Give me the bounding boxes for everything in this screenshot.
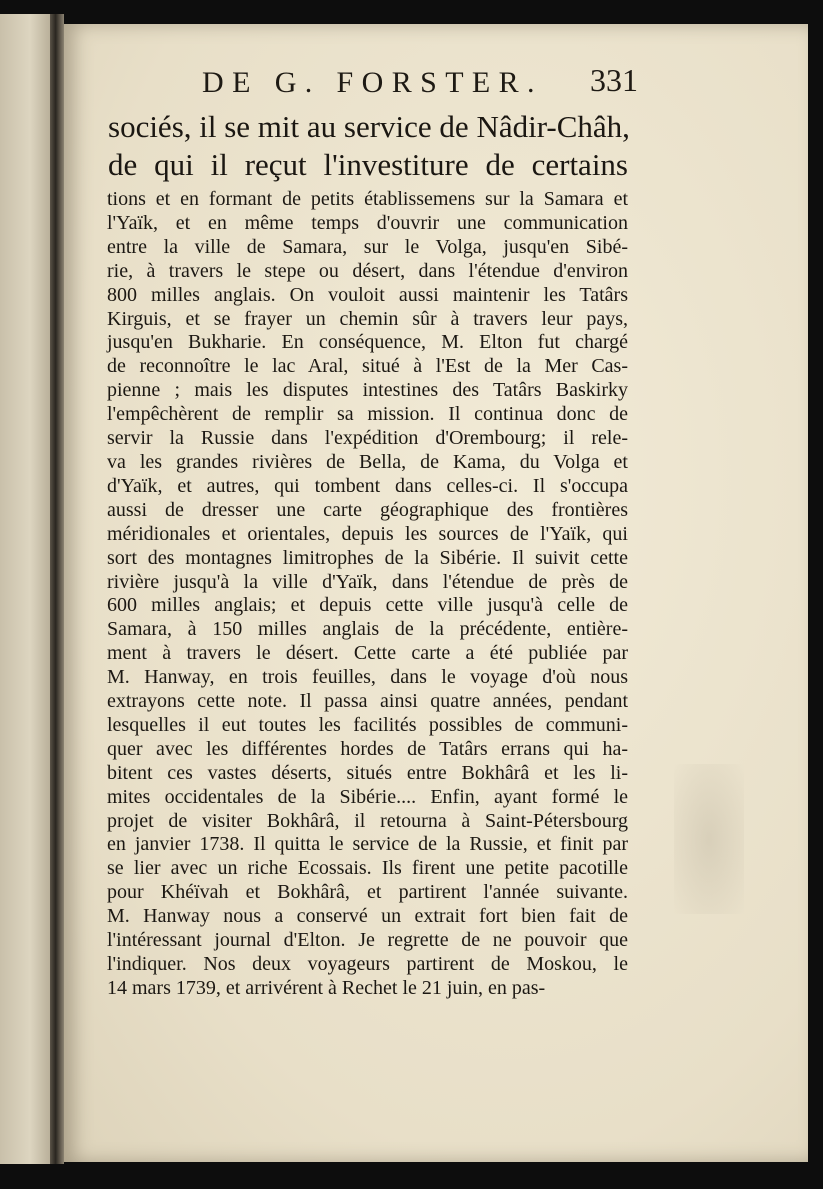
body-line: servir la Russie dans l'expédition d'Orembourg; il rele- [107,427,628,450]
body-line: de reconnoître le lac Aral, situé à l'Est de la Mer Cas- [107,355,628,378]
body-line: ment à travers le désert. Cette carte a été publiée par [107,642,628,665]
body-line: bitent ces vastes déserts, situés entre Bokhârâ et les li- [107,761,628,784]
body-line: sort des montagnes limitrophes de la Sibérie. Il suivit cette [107,546,628,569]
body-line: jusqu'en Bukharie. En conséquence, M. Elton fut chargé [107,331,628,354]
body-line: aussi de dresser une carte géographique des frontières [107,498,628,521]
body-line: méridionales et orientales, depuis les sources de l'Yaïk, qui [107,522,628,545]
body-line: 14 mars 1739, et arrivérent à Rechet le 21 juin, en pas- [107,976,546,999]
body-line: quer avec les différentes hordes de Tatârs errans qui ha- [107,737,628,760]
body-line: tions et en formant de petits établissemens sur la Samara et [107,188,628,210]
body-line: 600 milles anglais; et depuis cette ville jusqu'à celle de [107,594,628,617]
book-gutter [50,14,64,1164]
body-line: mites occidentales de la Sibérie.... Enfin, ayant formé le [107,785,628,808]
body-line: M. Hanway nous a conservé un extrait fort bien fait de [107,905,628,928]
body-line: rie, à travers le stepe ou désert, dans l'étendue d'environ [107,259,628,282]
body-line: se lier avec un riche Ecossais. Ils firent une petite pacotille [107,857,628,880]
body-line: en janvier 1738. Il quitta le service de la Russie, et finit par [107,833,628,856]
body-line: va les grandes rivières de Bella, de Kama, du Volga et [107,450,628,473]
body-text [107,188,628,1001]
body-line: l'empêchèrent de remplir sa mission. Il continua donc de [107,403,628,426]
body-line: l'indiquer. Nos deux voyageurs partirent de Moskou, le [107,953,628,975]
body-line: extrayons cette note. Il passa ainsi quatre années, pendant [107,690,628,713]
body-line: l'Yaïk, et en même temps d'ouvrir une communication [107,211,628,234]
body-line: 800 milles anglais. On vouloit aussi maintenir les Tatârs [107,283,628,306]
page-number: 331 [590,62,638,98]
body-line: Kirguis, et se frayer un chemin sûr à travers leur pays, [107,307,628,330]
body-line: projet de visiter Bokhârâ, il retourna à Saint-Pétersbourg [107,809,628,832]
body-line: rivière jusqu'à la ville d'Yaïk, dans l'étendue de près de [107,570,628,593]
body-line: Samara, à 150 milles anglais de la précédente, entière- [107,618,628,641]
body-line: l'intéressant journal d'Elton. Je regrette de ne pouvoir que [107,929,628,952]
body-line: M. Hanway, en trois feuilles, dans le voyage d'où nous [107,666,628,689]
intro-line: de qui il reçut l'investiture de certains [108,147,628,182]
body-line: pour Khéïvah et Bokhârâ, et partirent l'année suivante. [107,881,628,904]
running-title: DE G. FORSTER. [202,66,543,99]
body-line: d'Yaïk, et autres, qui tombent dans celles-ci. Il s'occupa [107,474,628,497]
body-line: lesquelles il eut toutes les facilités possibles de communi- [107,713,628,736]
intro-text [108,108,628,184]
left-page-edge [0,14,52,1164]
book-page [64,24,808,1162]
intro-line: sociés, il se mit au service de Nâdir-Châh, [108,109,630,144]
page-smudge [674,764,744,914]
body-line: entre la ville de Samara, sur le Volga, jusqu'en Sibé- [107,235,628,258]
body-line: pienne ; mais les disputes intestines des Tatârs Baskirky [107,379,628,402]
